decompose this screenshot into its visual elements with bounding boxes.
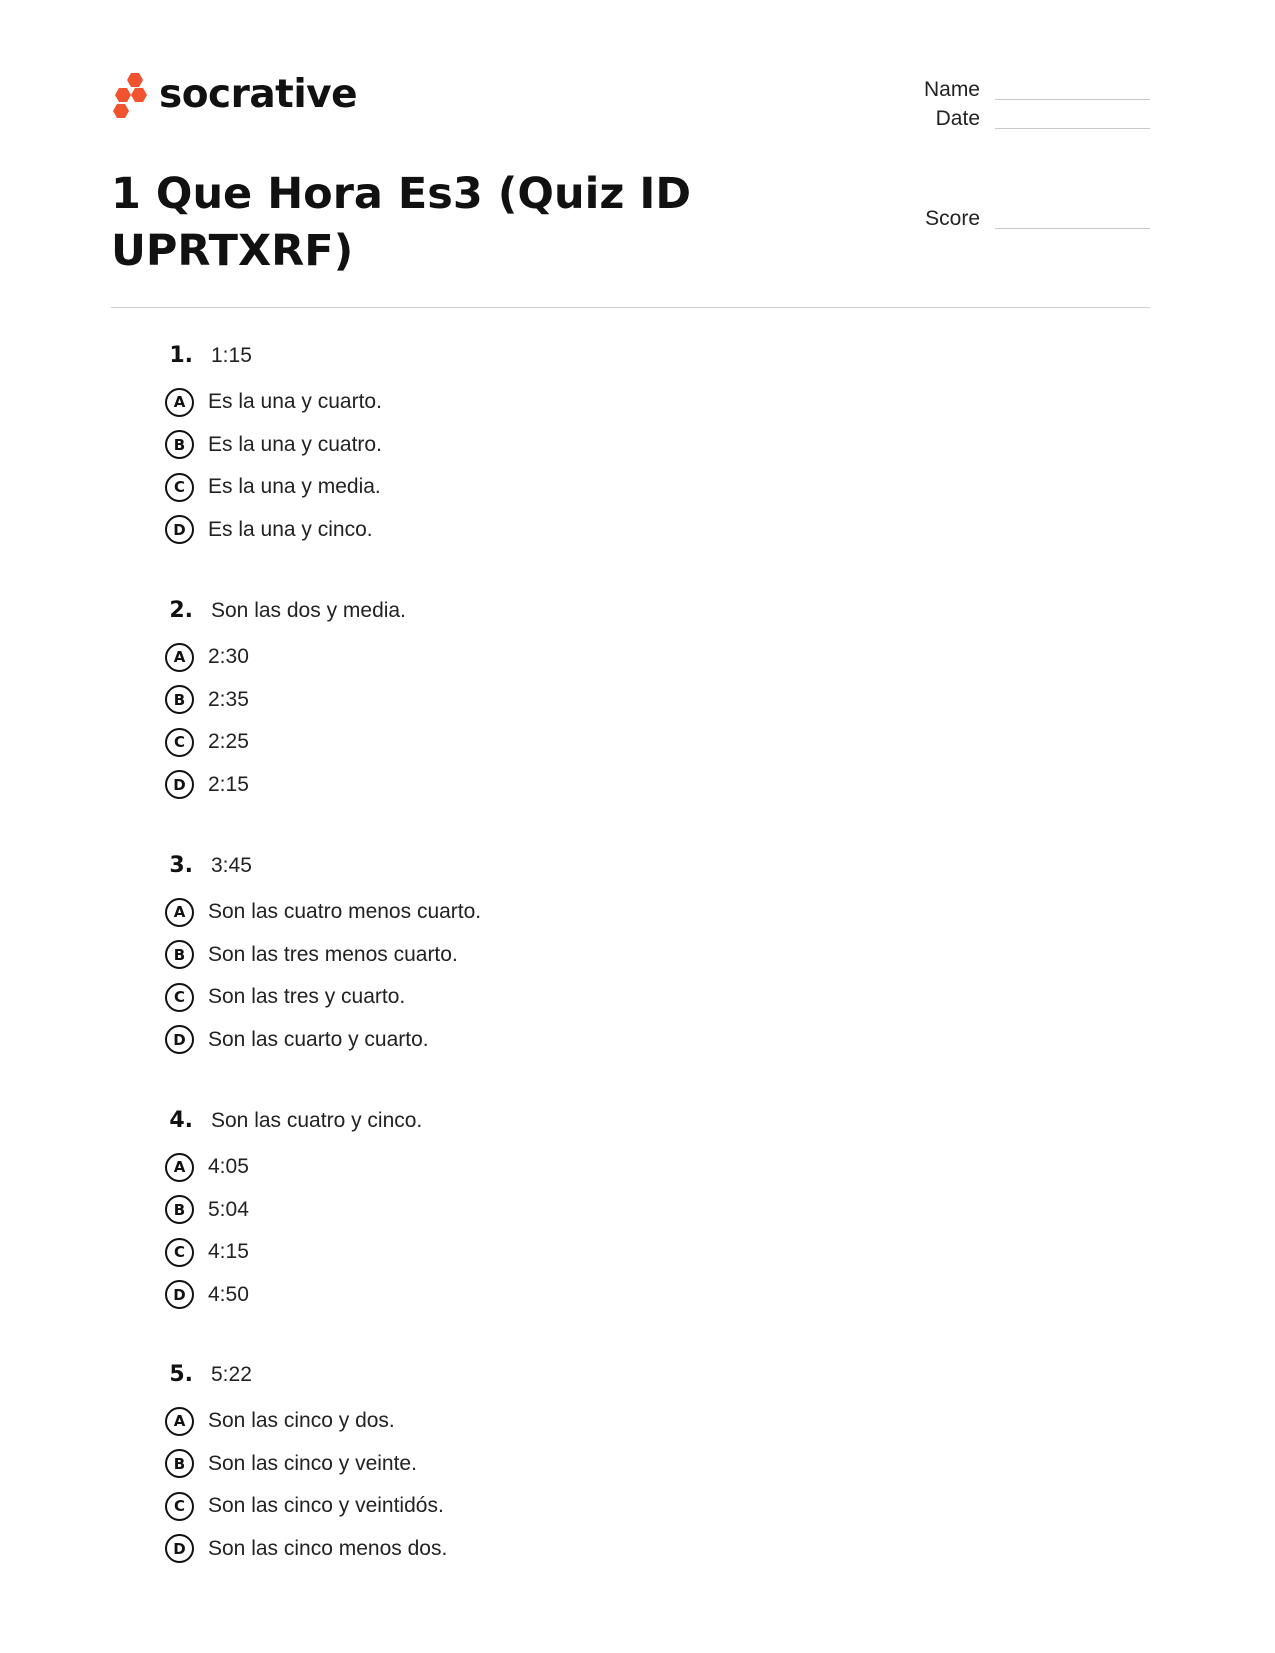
name-label: Name [923, 78, 980, 101]
option-letter-circle: C [165, 728, 194, 757]
option-text: Son las cinco menos dos. [208, 1536, 448, 1560]
option-text: 4:50 [208, 1282, 249, 1306]
option-text: 4:15 [208, 1240, 249, 1264]
option-letter-circle: A [165, 1407, 194, 1436]
question-prompt: Son las dos y media. [211, 599, 406, 622]
option-text: Es la una y cinco. [208, 517, 373, 541]
question-4 [160, 1108, 1060, 1316]
option-text: 2:35 [208, 687, 249, 711]
option-text: Son las cinco y veintidós. [208, 1494, 444, 1518]
option-d[interactable] [160, 1528, 1060, 1571]
option-a[interactable] [160, 1400, 1060, 1443]
option-d[interactable] [160, 1274, 1060, 1317]
option-letter-circle: B [165, 940, 194, 969]
socrative-logo [111, 72, 357, 120]
option-text: Son las cinco y dos. [208, 1409, 395, 1433]
score-label: Score [925, 207, 980, 230]
option-d[interactable] [160, 509, 1060, 552]
hexagon-cluster-icon [111, 72, 147, 120]
question-number: 3. [169, 853, 193, 878]
question-prompt: 3:45 [211, 854, 252, 877]
question-prompt: 5:22 [211, 1363, 252, 1386]
option-c[interactable] [160, 721, 1060, 764]
question-number: 1. [169, 343, 193, 368]
date-line[interactable] [995, 127, 1150, 129]
option-text: 2:15 [208, 772, 249, 796]
option-text: 5:04 [208, 1197, 249, 1221]
option-text: Son las cuarto y cuarto. [208, 1027, 429, 1051]
header-divider [111, 307, 1150, 308]
option-letter-circle: A [165, 643, 194, 672]
date-field [880, 107, 1150, 131]
option-a[interactable] [160, 891, 1060, 934]
option-letter-circle: C [165, 983, 194, 1012]
brand-name: socrative [159, 71, 358, 117]
option-letter-circle: B [165, 685, 194, 714]
option-d[interactable] [160, 1019, 1060, 1062]
option-b[interactable] [160, 679, 1060, 722]
option-letter-circle: D [165, 1280, 194, 1309]
option-a[interactable] [160, 1146, 1060, 1189]
option-letter-circle: B [165, 1449, 194, 1478]
question-2 [160, 598, 1060, 806]
option-letter-circle: D [165, 1025, 194, 1054]
question-5 [160, 1362, 1060, 1570]
option-text: Es la una y cuarto. [208, 390, 382, 414]
option-letter-circle: D [165, 515, 194, 544]
date-label: Date [935, 107, 980, 130]
option-c[interactable] [160, 976, 1060, 1019]
option-text: 2:30 [208, 645, 249, 669]
option-b[interactable] [160, 1189, 1060, 1232]
option-letter-circle: B [165, 1195, 194, 1224]
option-c[interactable] [160, 1231, 1060, 1274]
question-number: 2. [169, 598, 193, 623]
option-letter-circle: C [165, 473, 194, 502]
option-a[interactable] [160, 636, 1060, 679]
question-1 [160, 343, 1060, 551]
question-3 [160, 853, 1060, 1061]
option-letter-circle: C [165, 1492, 194, 1521]
option-d[interactable] [160, 764, 1060, 807]
option-text: Son las cinco y veinte. [208, 1451, 417, 1475]
option-letter-circle: D [165, 1534, 194, 1563]
option-text: Son las cuatro menos cuarto. [208, 900, 482, 924]
option-text: Son las tres y cuarto. [208, 985, 406, 1009]
option-text: Es la una y media. [208, 475, 381, 499]
option-text: 4:05 [208, 1155, 249, 1179]
option-letter-circle: A [165, 1153, 194, 1182]
quiz-title: 1 Que Hora Es3 (Quiz ID UPRTXRF) [111, 169, 692, 276]
name-field [880, 78, 1150, 102]
option-b[interactable] [160, 934, 1060, 977]
option-letter-circle: D [165, 770, 194, 799]
score-line[interactable] [995, 227, 1150, 229]
option-c[interactable] [160, 1485, 1060, 1528]
option-c[interactable] [160, 466, 1060, 509]
option-text: Es la una y cuatro. [208, 432, 382, 456]
option-letter-circle: B [165, 430, 194, 459]
option-letter-circle: C [165, 1238, 194, 1267]
option-letter-circle: A [165, 388, 194, 417]
question-prompt: 1:15 [211, 344, 252, 367]
name-line[interactable] [995, 98, 1150, 100]
option-text: 2:25 [208, 730, 249, 754]
score-field [880, 207, 1150, 231]
question-number: 4. [169, 1108, 193, 1133]
option-b[interactable] [160, 424, 1060, 467]
question-prompt: Son las cuatro y cinco. [211, 1109, 423, 1132]
option-b[interactable] [160, 1443, 1060, 1486]
question-number: 5. [169, 1362, 193, 1387]
option-text: Son las tres menos cuarto. [208, 942, 458, 966]
option-letter-circle: A [165, 898, 194, 927]
option-a[interactable] [160, 381, 1060, 424]
